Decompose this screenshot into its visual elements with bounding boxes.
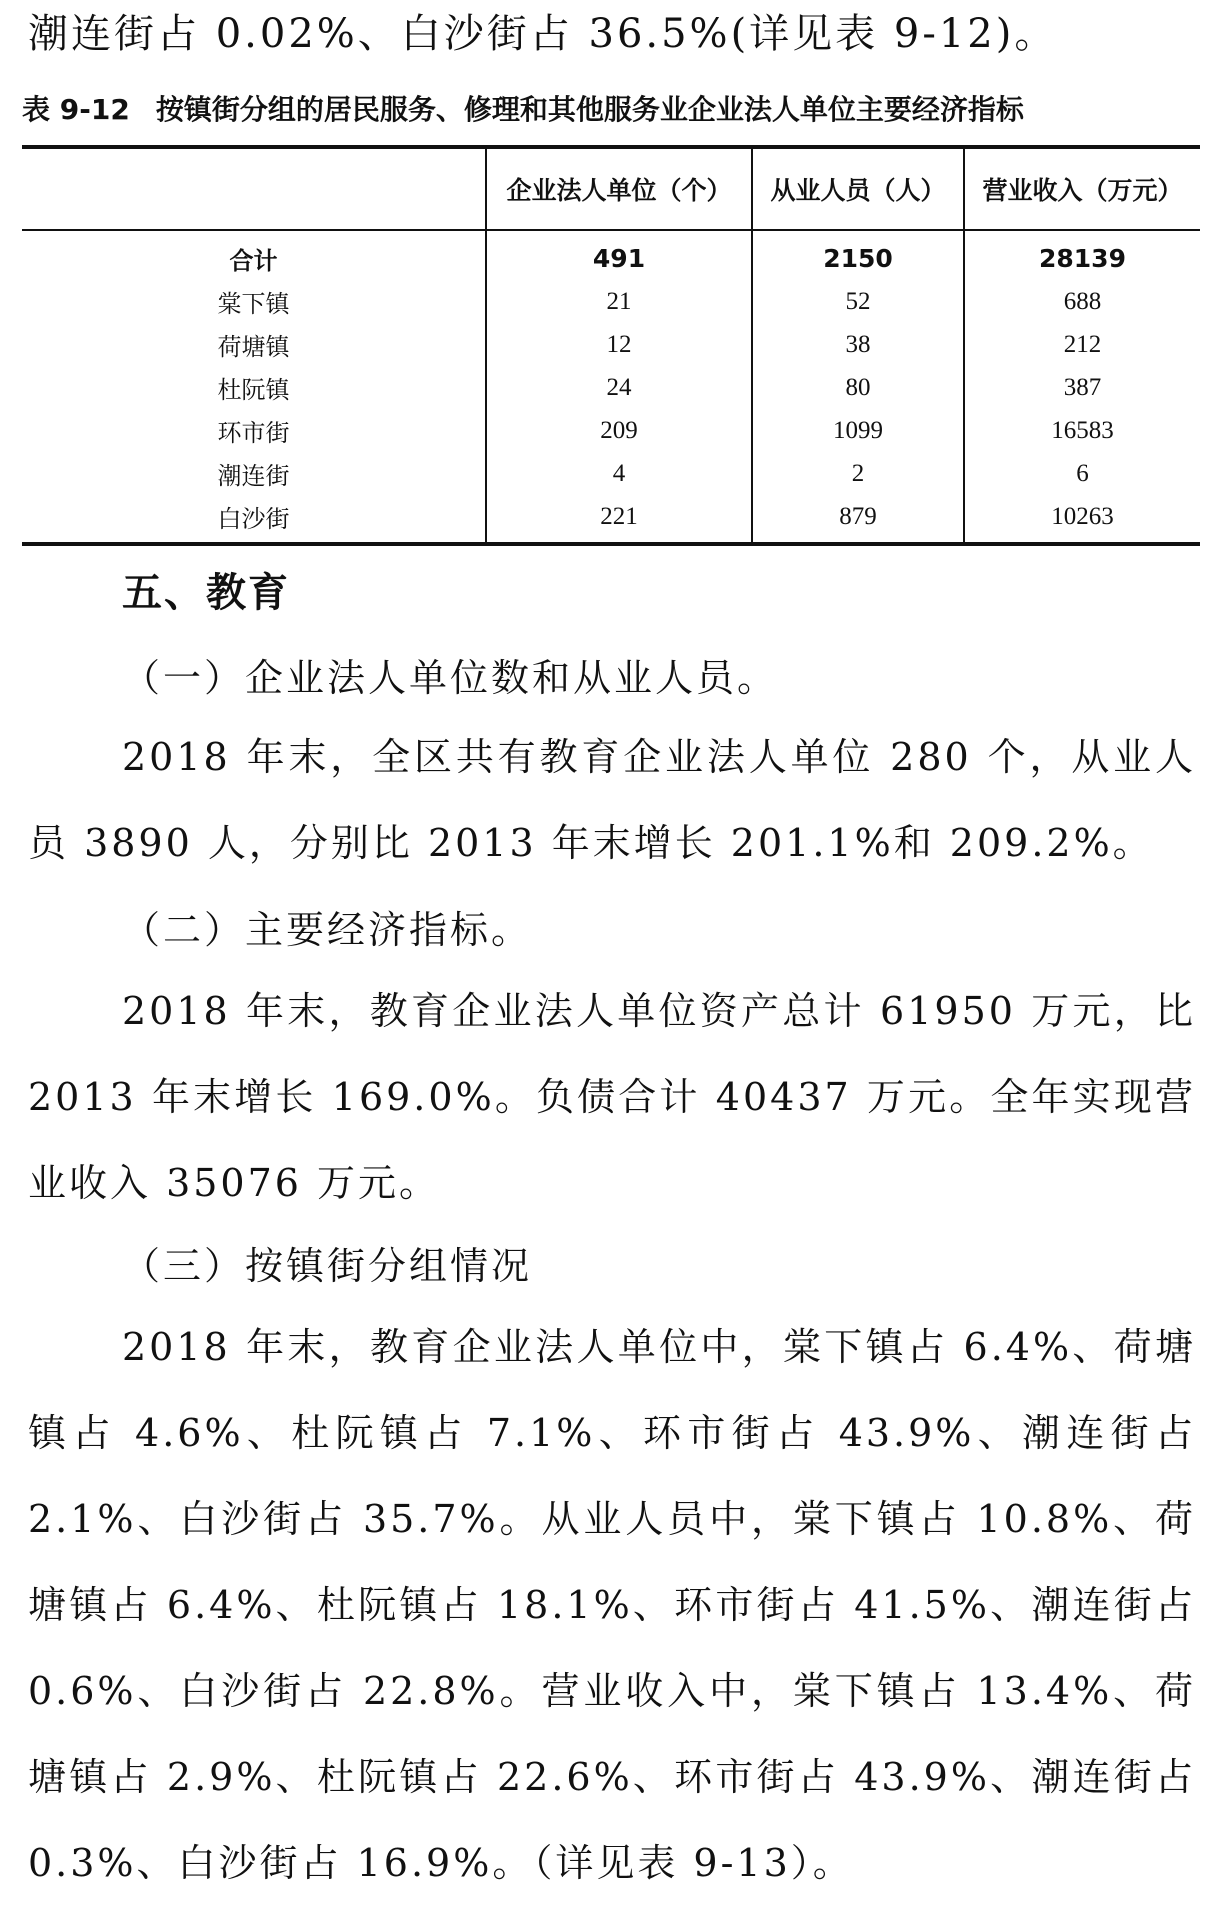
section-heading: 五、教育: [122, 570, 290, 616]
table-row: [22, 366, 1200, 409]
cell-revenue: 28139: [964, 230, 1200, 280]
cell-units: 12: [486, 323, 752, 366]
table-header-row: [22, 147, 1200, 230]
table-row: [22, 323, 1200, 366]
row-label: 杜阮镇: [217, 376, 290, 404]
row-label: 荷塘镇: [217, 333, 290, 361]
row-label: 合计: [229, 247, 278, 275]
cell-units: 209: [486, 409, 752, 452]
economic-indicators-table: [22, 145, 1200, 546]
table-number: 表 9-12: [22, 93, 130, 126]
cell-units: 221: [486, 495, 752, 544]
table-row: [22, 495, 1200, 544]
cell-employees: 2150: [752, 230, 964, 280]
row-label: 环市街: [217, 419, 290, 447]
cell-employees: 879: [752, 495, 964, 544]
row-label: 潮连街: [217, 462, 290, 490]
cell-revenue: 16583: [964, 409, 1200, 452]
table-row: [22, 230, 1200, 280]
cell-revenue: 10263: [964, 495, 1200, 544]
header-cell-revenue: 营业收入（万元）: [964, 147, 1200, 230]
cell-revenue: 212: [964, 323, 1200, 366]
cell-employees: 80: [752, 366, 964, 409]
table-row: [22, 452, 1200, 495]
cell-units: 491: [486, 230, 752, 280]
subheading-main-indicators: （二）主要经济指标。: [122, 908, 533, 952]
cell-units: 21: [486, 280, 752, 323]
continued-text-line: 潮连街占 0.02%、白沙街占 36.5%(详见表 9-12)。: [28, 11, 1058, 57]
paragraph-by-district: 2018 年末，教育企业法人单位中，棠下镇占 6.4%、荷塘镇占 4.6%、杜阮镇占 7.1%、环市街占 43.9%、潮连街占 2.1%、白沙街占 35.7%。从业人员中，棠下镇占 10.8%、荷塘镇占 6.4%、杜阮镇占 18.1%、环市街占 41.5%、潮连街占 0.6%、白沙街占 22.8%。营业收入中，棠下镇占 13.4%、荷塘镇占 2.9%、杜阮镇占 22.6%、环市街占 43.9%、潮连街占 0.3%、白沙街占 16.9%。（详见表 9-13）。: [28, 1325, 1196, 1885]
header-cell-blank: [22, 147, 486, 230]
paragraph-main-indicators: 2018 年末，教育企业法人单位资产总计 61950 万元，比 2013 年末增长 169.0%。负债合计 40437 万元。全年实现营业收入 35076 万元。: [28, 989, 1196, 1205]
subheading-by-district: （三）按镇街分组情况: [122, 1244, 533, 1288]
cell-units: 4: [486, 452, 752, 495]
table-caption: [22, 90, 1202, 130]
cell-revenue: 387: [964, 366, 1200, 409]
row-label: 白沙街: [217, 505, 290, 533]
cell-revenue: 6: [964, 452, 1200, 495]
table-row: [22, 409, 1200, 452]
cell-employees: 38: [752, 323, 964, 366]
cell-employees: 1099: [752, 409, 964, 452]
table-row: [22, 280, 1200, 323]
header-cell-employees: 从业人员（人）: [752, 147, 964, 230]
row-label: 棠下镇: [217, 290, 290, 318]
cell-employees: 2: [752, 452, 964, 495]
cell-employees: 52: [752, 280, 964, 323]
cell-revenue: 688: [964, 280, 1200, 323]
subheading-units-employees: （一）企业法人单位数和从业人员。: [122, 656, 779, 700]
header-cell-units: 企业法人单位（个）: [486, 147, 752, 230]
table-title: 按镇街分组的居民服务、修理和其他服务业企业法人单位主要经济指标: [155, 93, 1024, 126]
paragraph-units-employees: 2018 年末，全区共有教育企业法人单位 280 个，从业人员 3890 人，分别比 2013 年末增长 201.1%和 209.2%。: [28, 735, 1196, 865]
cell-units: 24: [486, 366, 752, 409]
